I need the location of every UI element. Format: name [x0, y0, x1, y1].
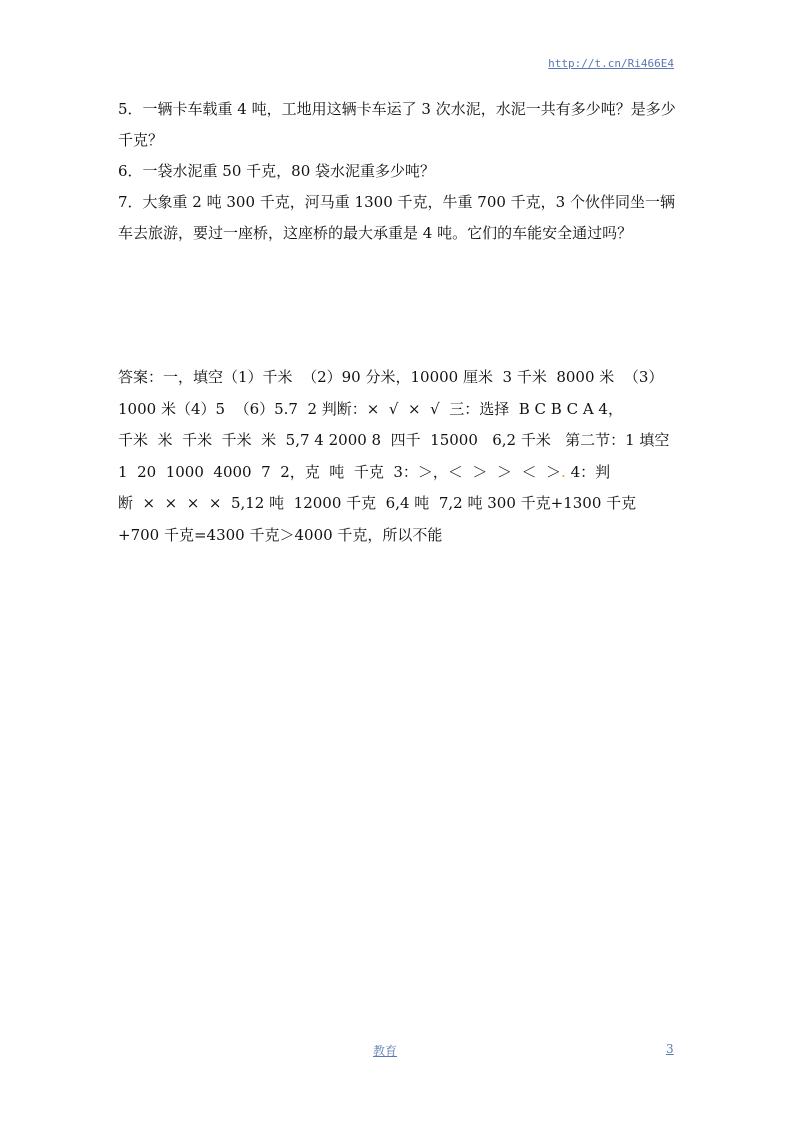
question-5: 5．一辆卡车载重 4 吨，工地用这辆卡车运了 3 次水泥，水泥一共有多少吨？是多少千克？	[118, 100, 676, 149]
question-7: 7．大象重 2 吨 300 千克，河马重 1300 千克，牛重 700 千克，3 个伙伴同坐一辆车去旅游，要过一座桥，这座桥的最大承重是 4 吨。它们的车能安全通过吗？	[118, 193, 675, 242]
answers-line-4-dot: .	[561, 462, 566, 481]
header-url-link[interactable]: http://t.cn/Ri466E4	[548, 57, 674, 70]
questions-section	[118, 94, 678, 249]
answers-line-2: 1000 米（4）5 （6）5.7 2 判断：× √ × √ 三：选择 B C B C A 4，	[118, 399, 623, 418]
answers-line-4	[118, 457, 678, 489]
answers-line-6: +700 千克=4300 千克＞4000 千克，所以不能	[118, 525, 443, 544]
answers-line-3: 千米 米 千米 千米 米 5,7 4 2000 8 四千 15000 6,2 千米 第二节：1 填空	[118, 431, 670, 449]
answers-line-1: 答案：一，填空（1）千米 （2）90 分米，10000 厘米 3 千米 8000 米 （3）	[118, 368, 664, 386]
answers-line-5: 断 × × × × 5,12 吨 12000 千克 6,4 吨 7,2 吨 300 千克+1300 千克	[118, 494, 637, 512]
page-number: 3	[666, 1042, 674, 1056]
answers-line-4-part-a: 1 20 1000 4000 7 2，克 吨 千克 3：＞，＜ ＞ ＞ ＜ ＞	[118, 462, 562, 481]
answers-section	[118, 362, 678, 551]
answers-line-4-part-b: 4：判	[565, 462, 611, 481]
footer-center-link[interactable]: 教育	[373, 1044, 398, 1058]
question-6: 6．一袋水泥重 50 千克，80 袋水泥重多少吨？	[118, 162, 436, 180]
